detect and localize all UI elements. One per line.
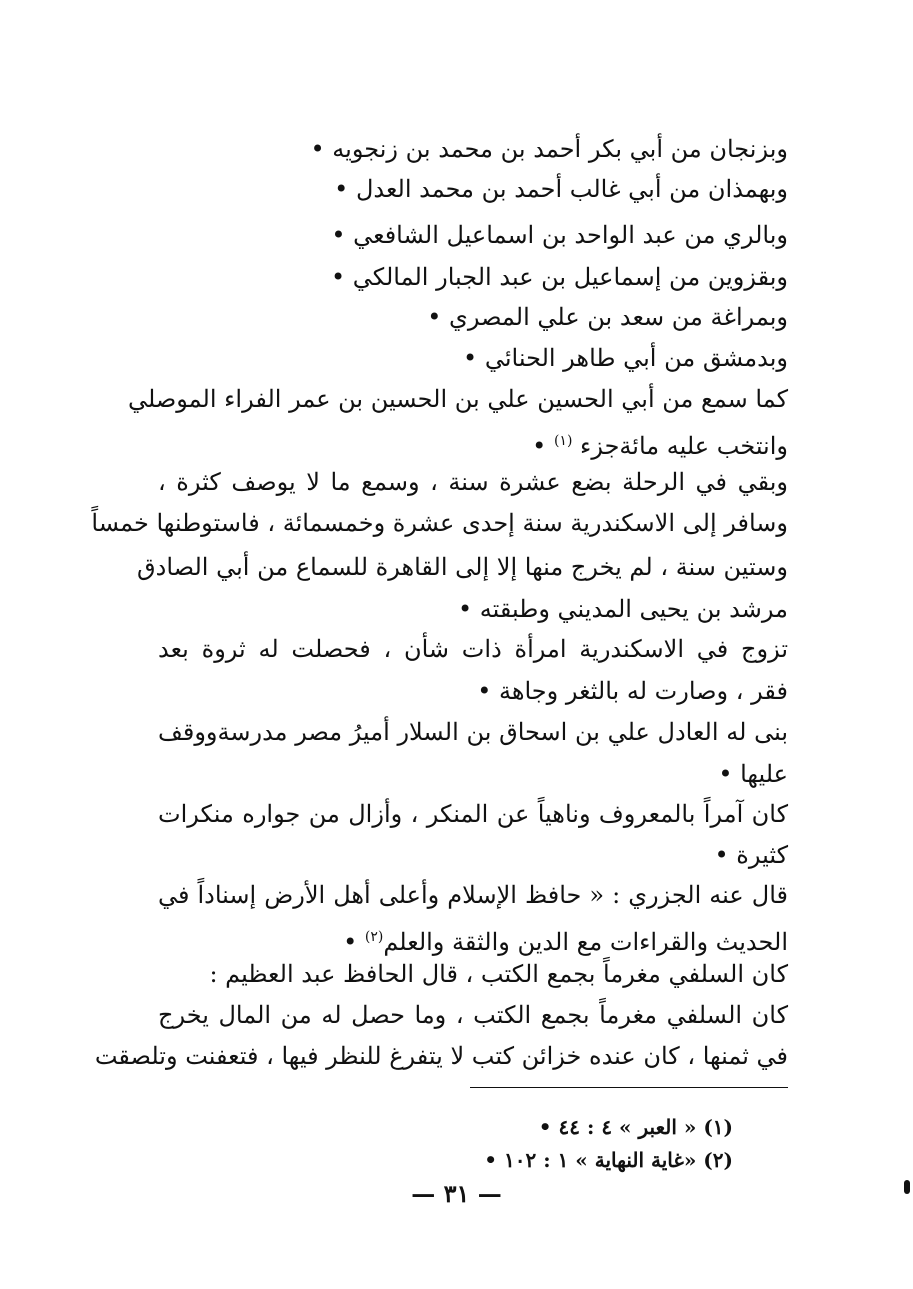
text-line-22: كان السلفي مغرماً بجمع الكتب ، وما حصل له من المال يخرج [158,1001,788,1029]
text-line-17: كان آمراً بالمعروف وناهياً عن المنكر ، وأزال من جواره منكرات [158,800,788,828]
text-line-13: تزوج في الاسكندرية امرأة ذات شأن ، فحصلت له ثروة بعد [158,635,789,663]
text-line-20-body: الحديث والقراءات مع الدين والثقة والعلم [383,928,788,956]
text-line-4: وبقزوين من إسماعيل بن عبد الجبار المالكي • [330,263,788,291]
text-line-23: في ثمنها ، كان عنده خزائن كتب لا يتفرغ للنظر فيها ، فتعفنت وتلصقت [94,1042,788,1070]
text-line-21: كان السلفي مغرماً بجمع الكتب ، قال الحافظ عبد العظيم : [209,960,788,988]
scan-edge-mark [904,1180,910,1194]
text-line-5: وبمراغة من سعد بن علي المصري • [427,303,788,331]
text-line-6: وبدمشق من أبي طاهر الحنائي • [463,344,788,372]
text-line-8 [532,422,788,465]
text-line-11: وستين سنة ، لم يخرج منها إلا إلى القاهرة للسماع من أبي الصادق [137,553,788,581]
text-line-2: وبهمذان من أبي غالب أحمد بن محمد العدل • [334,175,788,203]
footnote-ref-2: (٢) [364,929,384,945]
footnote-ref-1: (١) [553,433,573,449]
text-line-15: بنى له العادل علي بن اسحاق بن السلار أميرُ مصر مدرسةووقف [158,718,788,746]
text-line-1: وبزنجان من أبي بكر أحمد بن محمد بن زنجويه • [310,135,788,163]
page-number: — ٣١ — [411,1179,502,1208]
text-line-7: كما سمع من أبي الحسين علي بن الحسين بن عمر الفراء الموصلي [127,385,788,413]
footnote-1: (١) « العبر » ٤ : ٤٤ • [538,1115,733,1139]
text-line-16: عليها • [718,760,788,788]
text-line-14: فقر ، وصارت له بالثغر وجاهة • [477,677,788,705]
text-line-12: مرشد بن يحيى المديني وطبقته • [457,595,788,623]
end-mark-2: • [343,928,358,956]
footnote-2: (٢) «غاية النهاية » ١ : ١٠٢ • [484,1148,733,1172]
text-line-19: قال عنه الجزري : « حافظ الإسلام وأعلى أهل الأرض إسناداً في [158,881,788,909]
end-mark-1: • [532,432,547,460]
text-line-8-body: وانتخب عليه مائةجزء [580,432,788,460]
text-line-18: كثيرة • [714,841,788,869]
text-line-3: وبالري من عبد الواحد بن اسماعيل الشافعي • [331,221,788,249]
text-line-9: وبقي في الرحلة بضع عشرة سنة ، وسمع ما لا يوصف كثرة ، [158,468,788,496]
footnote-separator [470,1087,788,1088]
text-line-10: وسافر إلى الاسكندرية سنة إحدى عشرة وخمسمائة ، فاستوطنها خمساً [91,509,788,537]
